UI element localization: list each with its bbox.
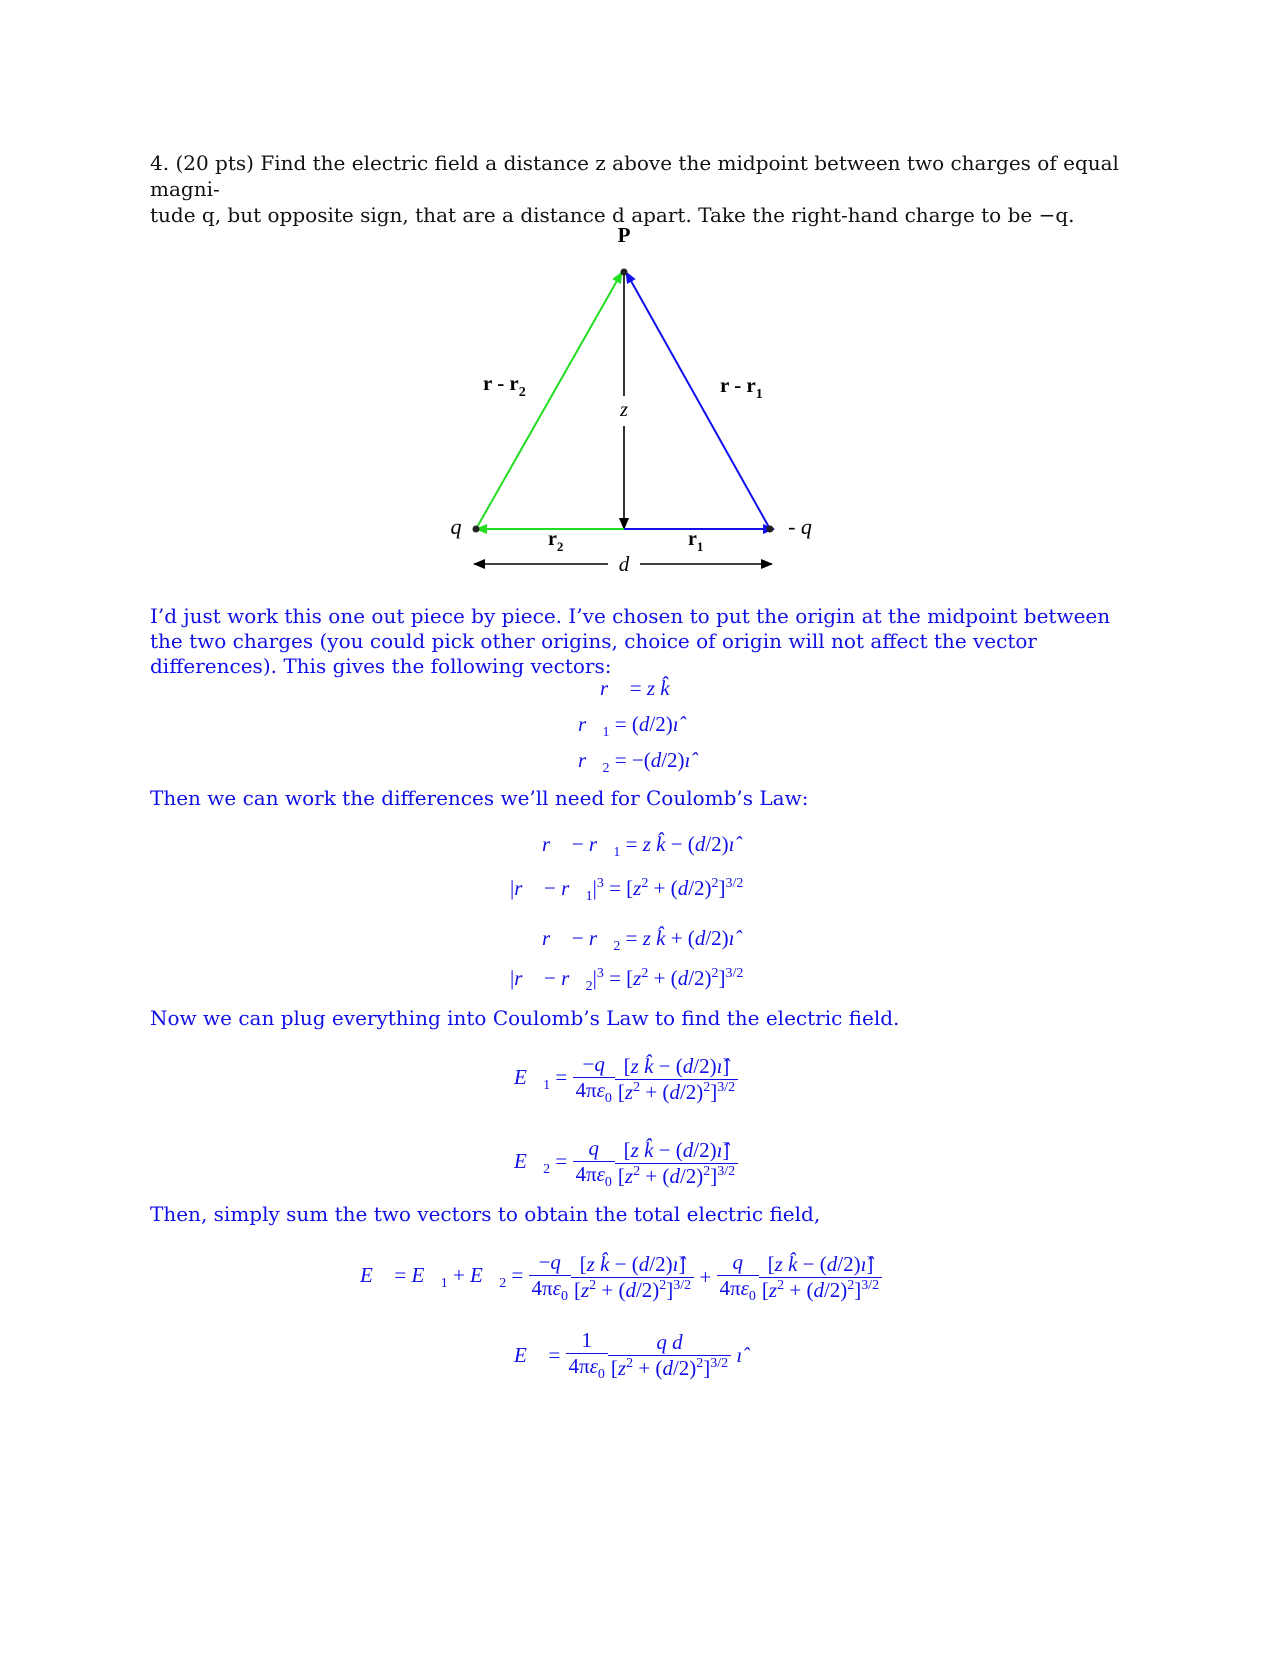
eq-r-minus-r1: r⃗ − $r⃗_1 = z$ k̂ − (d/2)ı̂ bbox=[542, 832, 735, 861]
charge-diagram bbox=[0, 0, 1280, 600]
eq-r2-vector: $r⃗_2$ = −(d/2)ı̂ bbox=[578, 748, 691, 777]
point-p-label: P bbox=[617, 223, 631, 247]
eq-r-vector: r⃗ = z k̂ bbox=[600, 676, 670, 700]
r-minus-r1-label: r - $r_1$ bbox=[720, 373, 763, 402]
eq-total-e-sum: E⃗ = $E⃗_1$ + $E⃗_2$ = $\frac{-q}{4\pi\varepsilon_0}$ $\frac{\text{[z k̂ − (d/2)ı̂]}}{[z^2 + (d/2)^2]^{3/2}}$ + $\frac{q}{4\pi\varepsilon_0}$ $\frac{\text{[z k̂ − (d/2)ı̂]}}{[z^2 + (d/2)^2]^{3/2}}$ bbox=[360, 1250, 882, 1305]
right-charge-dot bbox=[767, 526, 774, 533]
z-label: z bbox=[620, 399, 628, 421]
solution-intro: I’d just work this one out piece by piece. I’ve chosen to put the origin at the midpoint between the two charges (you could pick other origins, choice of origin will not affect the vector differences). This gives the following vectors: bbox=[150, 604, 1111, 678]
left-charge-label: q bbox=[450, 514, 462, 539]
r-minus-r2-label: r - $r_2$ bbox=[483, 371, 526, 400]
problem-line-2: tude q, but opposite sign, that are a distance d apart. Take the right-hand charge to be −q. bbox=[150, 203, 1075, 227]
eq-r1-vector: $r⃗_1$ = (d/2)ı̂ bbox=[578, 712, 679, 741]
left-charge-dot bbox=[473, 526, 480, 533]
eq-r-minus-r1-cubed: |r⃗ − $r⃗_1|^3 = [z^2 + (d/2)^2]^{3/2}$ bbox=[510, 876, 744, 905]
right-charge-label: - q bbox=[788, 514, 812, 539]
r-minus-r1-vector bbox=[626, 272, 770, 529]
d-label: d bbox=[618, 552, 630, 576]
eq-total-e-result: E⃗ = $\frac{1}{4\pi\varepsilon_0}$ $\frac{\text{q d}}{[z^2 + (d/2)^2]^{3/2}}$ ı̂ bbox=[514, 1328, 743, 1383]
problem-line-1: 4. (20 pts) Find the electric field a distance z above the midpoint between two charges of equal magni- bbox=[150, 151, 1119, 201]
r-minus-r2-vector bbox=[476, 272, 622, 529]
coulomb-intro: Now we can plug everything into Coulomb’s Law to find the electric field. bbox=[150, 1006, 900, 1030]
eq-e1: $E⃗_1$ = $\frac{-q}{4\pi\varepsilon_0}$ $\frac{\text{[z k̂ − (d/2)ı̂]}}{[z^2 + (d/2)^2]^{3/2}}$ bbox=[514, 1052, 738, 1107]
eq-r-minus-r2-cubed: |r⃗ − $r⃗_2|^3 = [z^2 + (d/2)^2]^{3/2}$ bbox=[510, 966, 744, 995]
eq-e2: $E⃗_2$ = $\frac{q}{4\pi\varepsilon_0}$ $\frac{\text{[z k̂ − (d/2)ı̂]}}{[z^2 + (d/2)^2]^{3/2}}$ bbox=[514, 1136, 738, 1191]
sum-intro: Then, simply sum the two vectors to obtain the total electric field, bbox=[150, 1202, 821, 1226]
eq-r-minus-r2: r⃗ − $r⃗_2 = z$ k̂ + (d/2)ı̂ bbox=[542, 926, 735, 955]
r1-label: $r_1$ bbox=[688, 528, 704, 554]
point-p-dot bbox=[621, 269, 628, 276]
r2-label: $r_2$ bbox=[548, 528, 564, 554]
differences-intro: Then we can work the differences we’ll need for Coulomb’s Law: bbox=[150, 786, 809, 810]
